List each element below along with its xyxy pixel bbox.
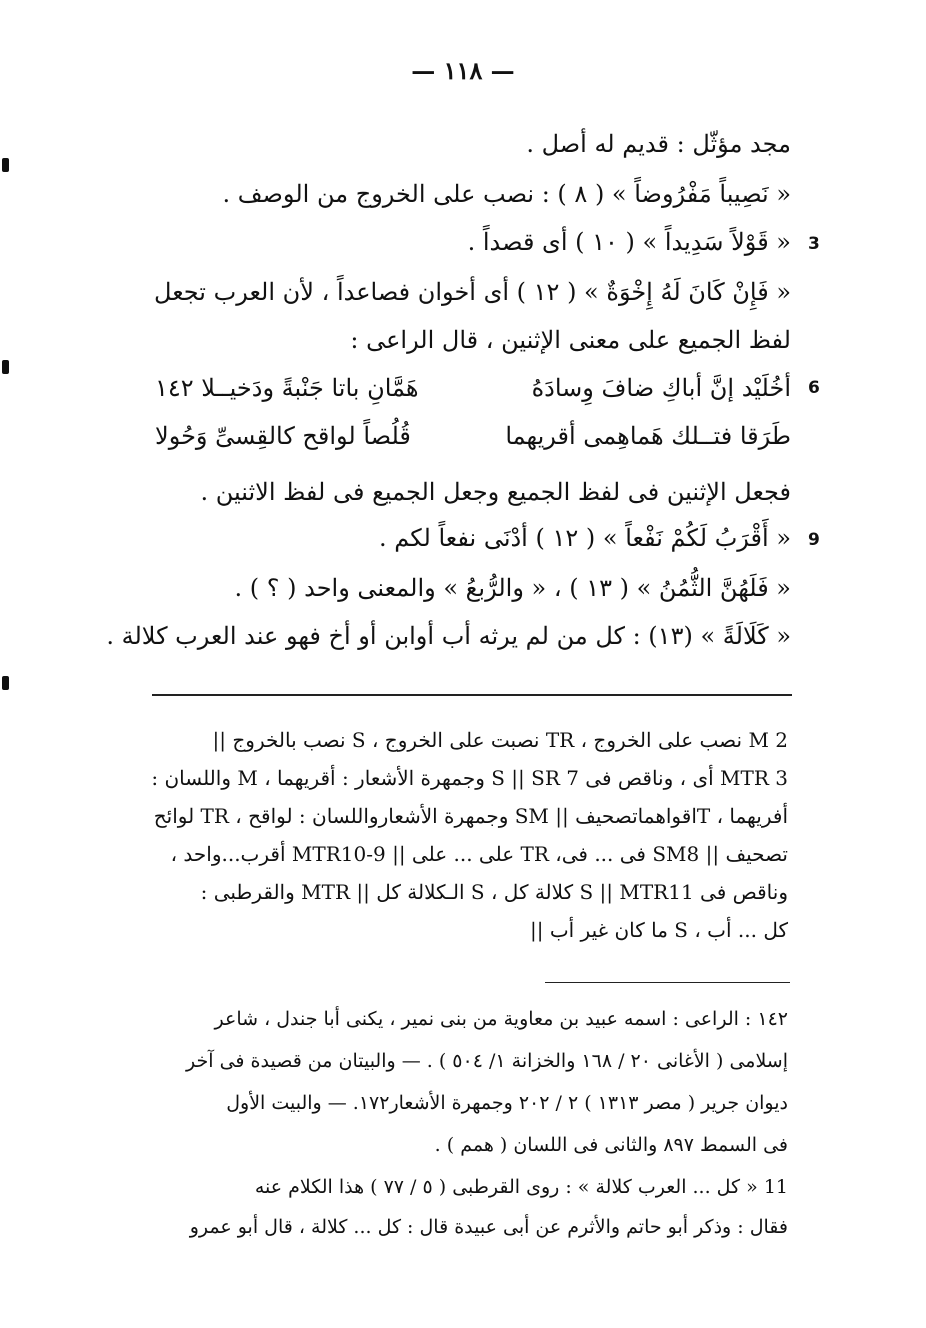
line-number: 9 <box>808 530 820 550</box>
verse-hemistich-left: هَمَّانِ باتا جَنْبةً ودَخيــلا ١٤٢ <box>155 374 419 402</box>
verse-hemistich-right: طَرَقا فتــلك هَماهِمى أقريهما <box>505 422 791 450</box>
main-text-line: « فَإِنْ كَانَ لَهُ إِخْوَةٌ » ( ١٢ ) أى أخوان فصاعداً ، لأن العرب تجعل <box>154 278 791 306</box>
main-text-line: « فَلَهُنَّ الثُّمُنُ » ( ١٣ ) ، « والرُّبعُ » والمعنى واحد ( ؟ ) . <box>234 574 791 602</box>
note-line: ١٤٢ : الراعى : اسمه عبيد بن معاوية من بنى نمير ، يكنى أبا جندل ، شاعر <box>214 1008 788 1030</box>
verse-hemistich-right: أخُلَيْد إنَّ أباكِ ضافَ وِسادَهُ <box>531 374 791 402</box>
apparatus-line: MTR 3 أى ، وناقص فى S || SR 7 وجمهرة الأشعار : أقريهما ، M واللسان : <box>151 766 788 790</box>
verse-hemistich-left: قُلُصاً لواقح كالقِسىِّ وَحُولا <box>155 422 411 450</box>
page-number: — ١١٨ — <box>411 56 515 85</box>
main-text-line: مجد مؤثّل : قديم له أصل . <box>526 130 791 158</box>
apparatus-line: أفريهما ، Tاقواهماتصحيف || SM وجمهرة الأشعارواللسان : لواقح ، TR لوائح <box>153 804 788 828</box>
note-line: ديوان جرير ( مصر ١٣١٣ ) ٢ / ٢٠٢ وجمهرة الأشعار١٧٢. — والبيت الأول <box>226 1092 788 1114</box>
main-text-line: « أَقْرَبُ لَكُمْ نَفْعاً » ( ١٢ ) أدْنَى نفعاً لكم . <box>379 524 791 552</box>
main-text-line: « نَصِيباً مَفْرُوضاً » ( ٨ ) : نصب على الخروج من الوصف . <box>222 180 791 208</box>
main-text-line: « قَوْلاً سَدِيداً » ( ١٠ ) أى قصداً . <box>467 228 791 256</box>
apparatus-line: تصحيف || SM8 فى ... فى، TR على ... على || MTR10-9 أقرب...واحد ، <box>170 842 788 866</box>
apparatus-line: M 2 نصب على الخروج ، TR نصبت على الخروج ، S نصب بالخروج || <box>212 728 788 752</box>
apparatus-line: كل ... أب ، S ما كان غير أب || <box>529 918 788 942</box>
main-text-line: « كَلَالَةً » (١٣) : كل من لم يرثه أب أوابن أو أخ فهو عند العرب كلالة . <box>106 622 791 650</box>
scan-mark <box>2 676 9 690</box>
line-number: 6 <box>808 378 820 398</box>
note-line: إسلامى ( الأغانى ٢٠ / ١٦٨ والخزانة ١/ ٥٠٤ ) . — والبيتان من قصيدة فى آخر <box>186 1050 788 1072</box>
scan-mark <box>2 360 9 374</box>
line-number: 3 <box>808 234 820 254</box>
note-line: فى السمط ٨٩٧ والثانى فى اللسان ( همم ) . <box>434 1134 788 1156</box>
note-line: فقال : وذكر أبو حاتم والأثرم عن أبى عبيدة قال : كل ... كلالة ، قال أبو عمرو <box>189 1216 788 1238</box>
main-text-line: فجعل الإثنين فى لفظ الجميع وجعل الجميع فى لفظ الاثنين . <box>200 478 791 506</box>
notes-divider <box>545 982 790 983</box>
main-text-line: لفظ الجميع على معنى الإثنين ، قال الراعى : <box>350 326 791 354</box>
apparatus-divider <box>152 694 792 696</box>
note-line: 11 « كل ... العرب كلالة » : روى القرطبى ( ٥ / ٧٧ ) هذا الكلام عنه <box>254 1176 788 1198</box>
scan-mark <box>2 158 9 172</box>
apparatus-line: وناقص فى S || MTR11 كلالة كل ، S الـكلالة كل || MTR والقرطبى : <box>200 880 788 904</box>
